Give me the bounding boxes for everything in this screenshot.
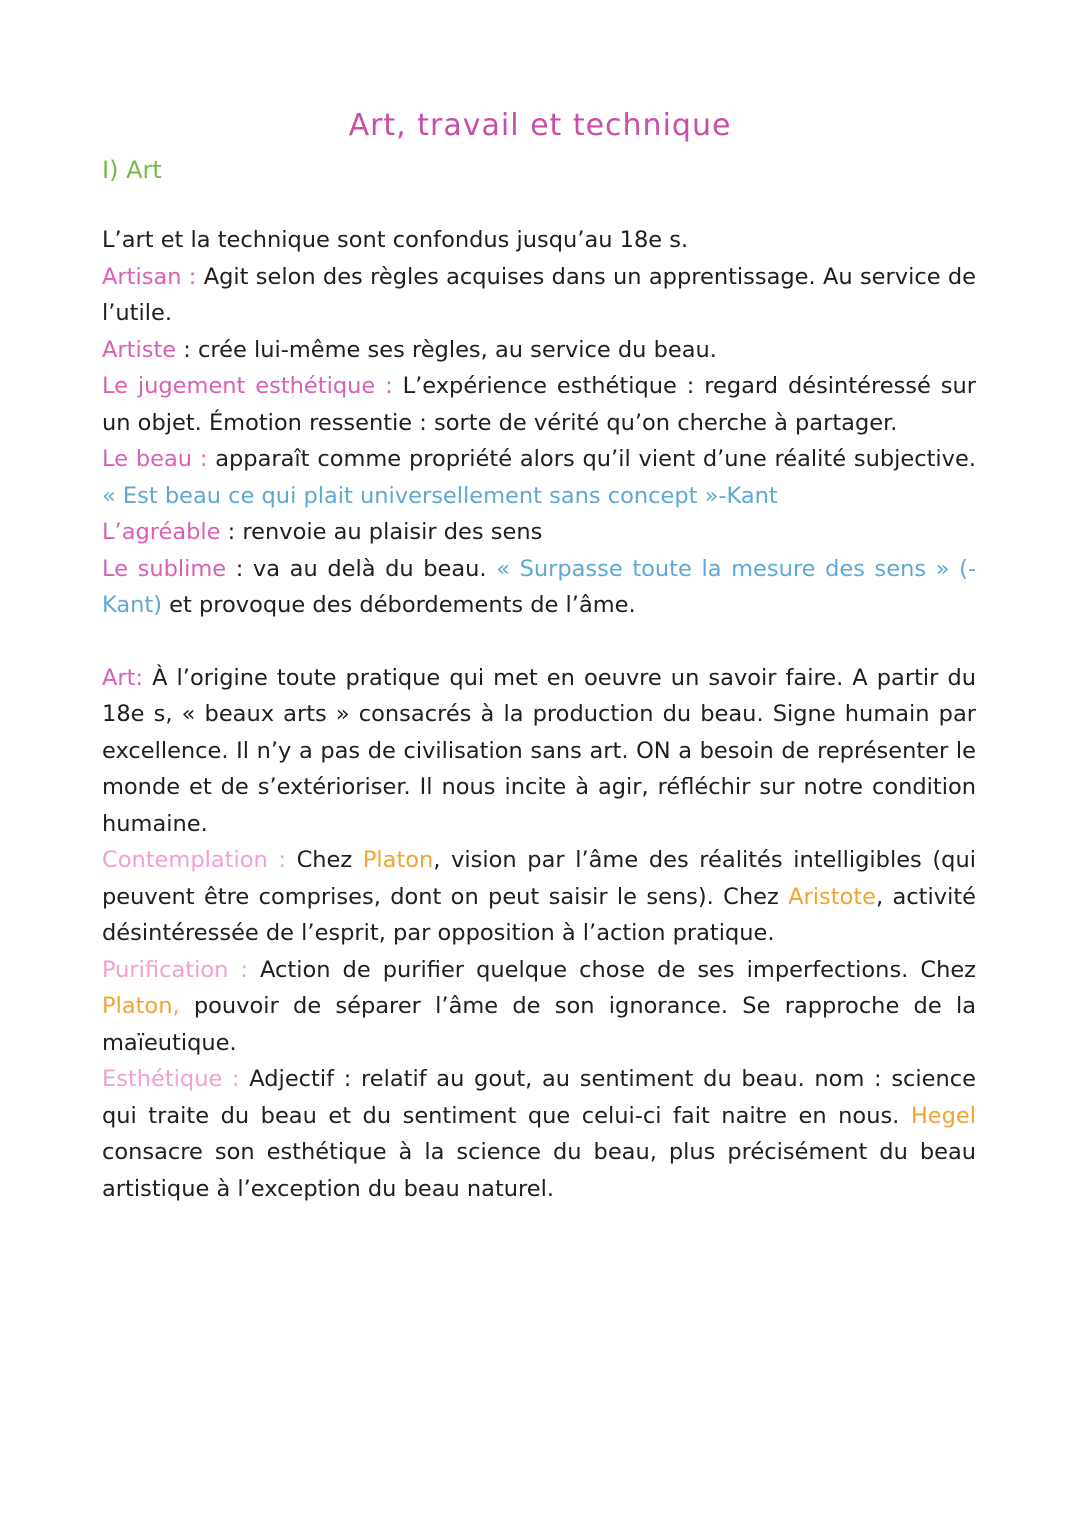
- purification-text-1: Action de purifier quelque chose de ses imperfections. Chez: [248, 956, 976, 983]
- contemplation-text-3: , activité désintéressée de l’esprit, par opposition à l’action pratique.: [102, 883, 976, 946]
- definition-sublime: [102, 551, 976, 624]
- definition-sublime-text-end: et provoque des débordements de l’âme.: [162, 592, 636, 618]
- notes-body: [102, 222, 976, 1207]
- definition-jugement-text: L’expérience esthétique : regard désintéressé sur un objet. Émotion ressentie : sorte de vérité qu’on cherche à partager.: [102, 373, 976, 436]
- esthetique-text-2: consacre son esthétique à la science du beau, plus précisément du beau artistique à l’exception du beau naturel.: [102, 1139, 976, 1202]
- term-beau: Le beau :: [102, 446, 208, 472]
- term-art: Art:: [102, 664, 144, 691]
- term-artisan: Artisan :: [102, 263, 197, 290]
- name-hegel: Hegel: [910, 1102, 976, 1129]
- definition-beau-text: apparaît comme propriété alors qu’il vient d’une réalité subjective.: [207, 446, 976, 472]
- definition-art: [102, 660, 976, 843]
- esthetique-text-1: Adjectif : relatif au gout, au sentiment du beau. nom : science qui traite du beau et du sentiment que celui-ci fait naitre en nous.: [102, 1066, 976, 1129]
- definition-artiste-text: : crée lui-même ses règles, au service du beau.: [176, 336, 717, 363]
- definition-jugement-esthetique: [102, 368, 976, 441]
- kant-quote-sublime: « Surpasse toute la mesure des sens » (-Kant): [102, 555, 976, 618]
- definition-contemplation: [102, 842, 976, 952]
- definition-purification: [102, 952, 976, 1062]
- definition-artisan-text: Agit selon des règles acquises dans un apprentissage. Au service de l’utile.: [102, 263, 976, 326]
- definition-sublime-text: : va au delà du beau.: [226, 555, 497, 582]
- contemplation-text-1: Chez: [285, 847, 363, 873]
- intro-paragraph: L’art et la technique sont confondus jusqu’au 18e s.: [102, 227, 689, 253]
- term-esthetique: Esthétique :: [102, 1066, 240, 1092]
- page-title: Art, travail et technique: [348, 108, 732, 143]
- name-aristote: Aristote: [788, 883, 877, 910]
- term-sublime: Le sublime: [102, 555, 227, 582]
- name-platon: Platon: [362, 847, 434, 873]
- definition-agreable-text: : renvoie au plaisir des sens: [220, 519, 543, 545]
- definition-artiste: [102, 332, 976, 369]
- kant-quote-beau: « Est beau ce qui plait universellement sans concept »-Kant: [102, 482, 778, 509]
- definition-artisan: [102, 259, 976, 332]
- term-jugement-esthetique: Le jugement esthétique :: [102, 373, 393, 399]
- definition-beau: [102, 441, 976, 514]
- term-agreable: L’agréable: [102, 519, 221, 545]
- purification-text-2: pouvoir de séparer l’âme de son ignorance. Se rapproche de la maïeutique.: [102, 993, 976, 1056]
- term-artiste: Artiste: [102, 336, 177, 363]
- name-platon-2: Platon,: [102, 993, 180, 1019]
- definition-agreable: [102, 514, 976, 551]
- definition-art-text: À l’origine toute pratique qui met en oeuvre un savoir faire. A partir du 18e s, « beaux arts » consacrés à la production du beau. Signe humain par excellence. Il n’y a pas de civilisation sans art. ON a besoin de représenter le monde et de s’extérioriser. Il nous incite à agir, réfléchir sur notre condition humaine.: [102, 664, 976, 837]
- definition-esthetique: [102, 1061, 976, 1207]
- paragraph-gap: [102, 624, 976, 660]
- section-heading: I) Art: [102, 156, 162, 184]
- contemplation-text-2: , vision par l’âme des réalités intelligibles (qui peuvent être comprises, dont on peut saisir le sens). Chez: [102, 847, 976, 910]
- term-contemplation: Contemplation :: [102, 847, 286, 873]
- term-purification: Purification :: [102, 956, 248, 983]
